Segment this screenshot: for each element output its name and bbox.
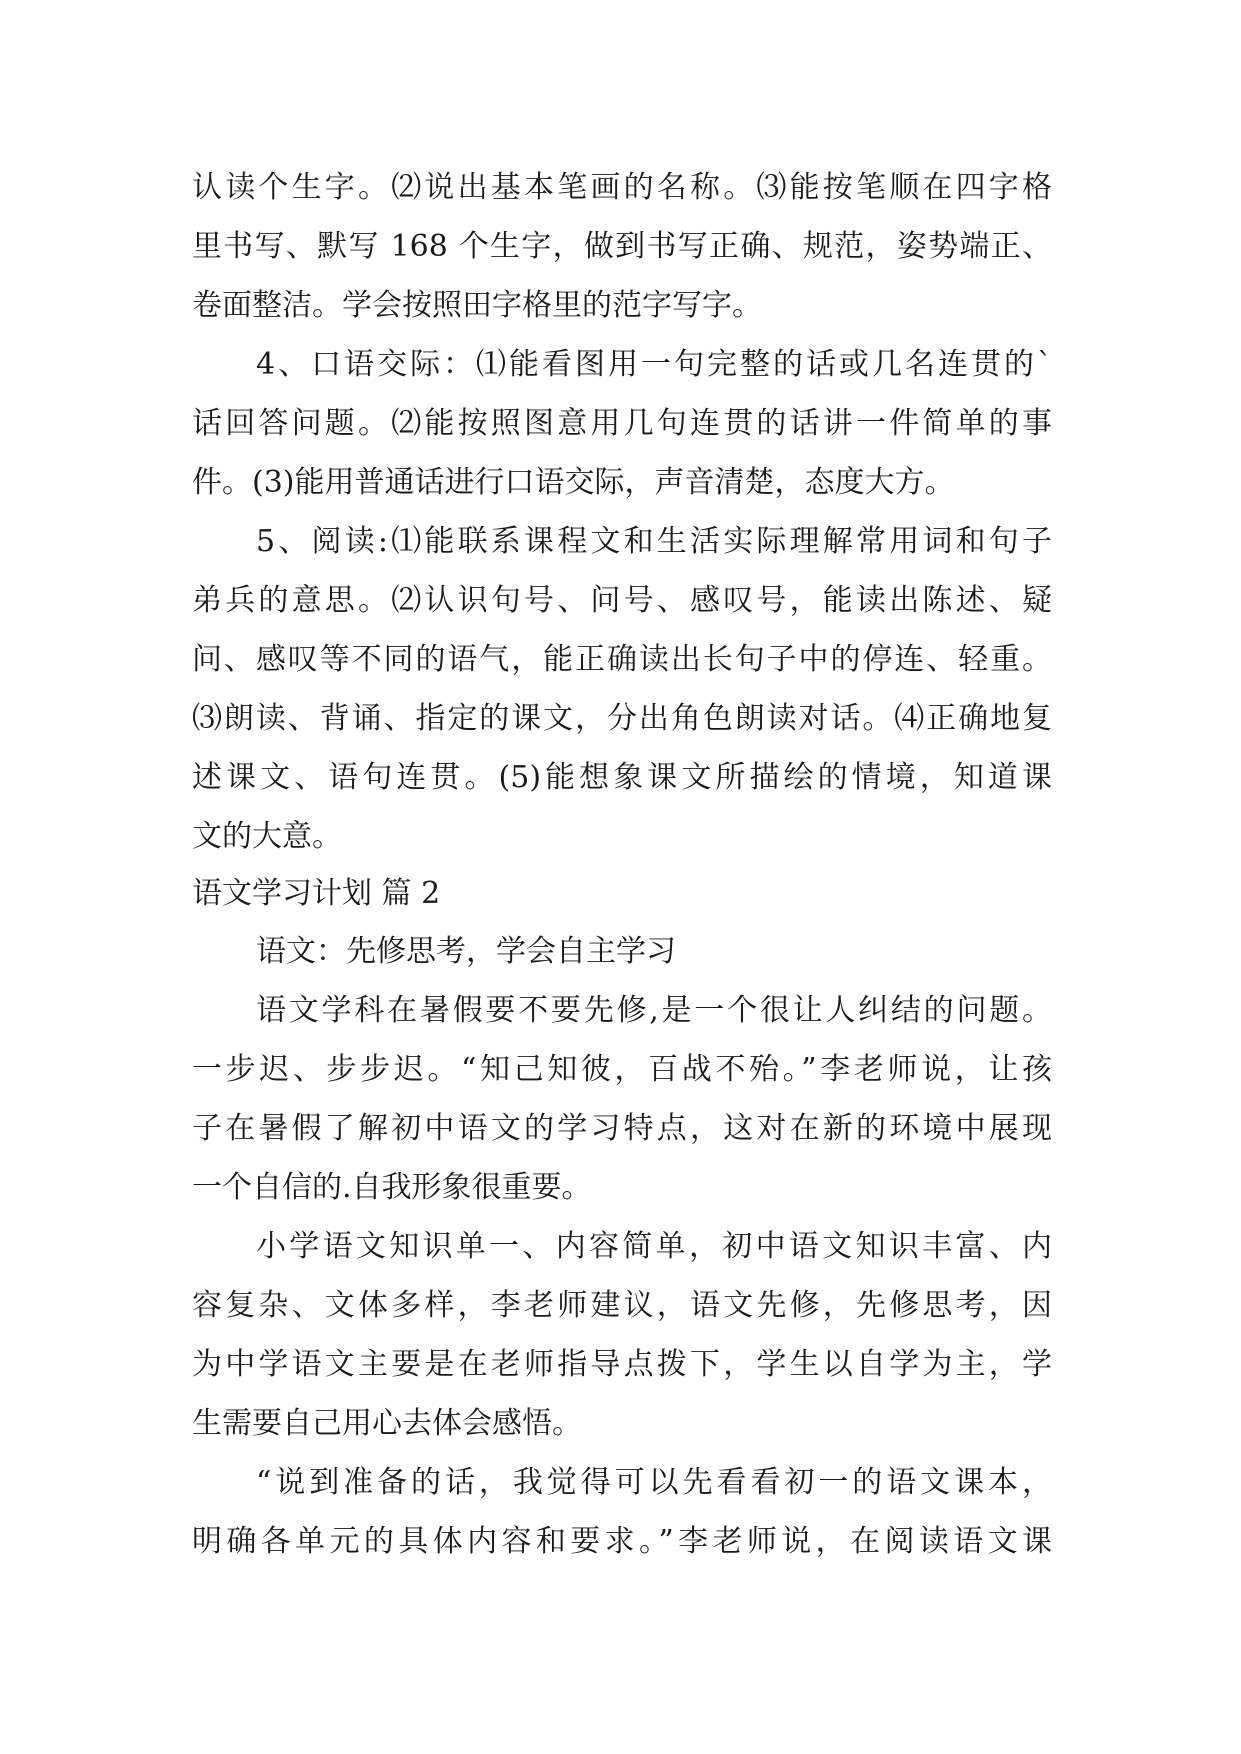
- paragraph-line: 文的大意。: [192, 819, 342, 854]
- paragraph-line: 里书写、默写 168 个生字，做到书写正确、规范，姿势端正、: [192, 229, 1052, 264]
- paragraph-line: 弟兵的意思。⑵认识句号、问号、感叹号，能读出陈述、疑: [192, 583, 1052, 618]
- paragraph-line: “说到准备的话，我觉得可以先看看初一的语文课本，: [256, 1465, 1052, 1500]
- paragraph-line: 语文学科在暑假要不要先修,是一个很让人纠结的问题。: [256, 993, 1052, 1028]
- section-title: 语文学习计划 篇 2: [192, 876, 441, 911]
- paragraph-line: 为中学语文主要是在老师指导点拨下，学生以自学为主，学: [192, 1347, 1052, 1382]
- paragraph-line: 一个自信的.自我形象很重要。: [192, 1170, 592, 1205]
- paragraph-line: 话回答问题。⑵能按照图意用几句连贯的话讲一件简单的事: [192, 406, 1052, 441]
- paragraph-line: 述课文、语句连贯。(5)能想象课文所描绘的情境，知道课: [192, 760, 1052, 795]
- paragraph-line: 容复杂、文体多样，李老师建议，语文先修，先修思考，因: [192, 1288, 1052, 1323]
- paragraph-line: 件。(3)能用普通话进行口语交际，声音清楚，态度大方。: [192, 465, 955, 500]
- paragraph-line: 5、阅读:⑴能联系课程文和生活实际理解常用词和句子: [256, 524, 1052, 559]
- paragraph-line: 问、感叹等不同的语气，能正确读出长句子中的停连、轻重。: [192, 642, 1052, 677]
- paragraph-line: ⑶朗读、背诵、指定的课文，分出角色朗读对话。⑷正确地复: [192, 701, 1052, 736]
- paragraph-line: 卷面整洁。学会按照田字格里的范字写字。: [192, 288, 762, 323]
- paragraph-line: 明确各单元的具体内容和要求。”李老师说，在阅读语文课: [192, 1524, 1052, 1559]
- section-subtitle: 语文：先修思考，学会自主学习: [256, 934, 676, 969]
- paragraph-line: 一步迟、步步迟。“知己知彼，百战不殆。”李老师说，让孩: [192, 1052, 1052, 1087]
- paragraph-line: 小学语文知识单一、内容简单，初中语文知识丰富、内: [256, 1229, 1052, 1264]
- paragraph-line: 生需要自己用心去体会感悟。: [192, 1406, 582, 1441]
- document-body: [192, 158, 1052, 1571]
- paragraph-line: 4、口语交际：⑴能看图用一句完整的话或几名连贯的`: [256, 347, 1052, 382]
- paragraph-line: 认读个生字。⑵说出基本笔画的名称。⑶能按笔顺在四字格: [192, 170, 1052, 205]
- paragraph-line: 子在暑假了解初中语文的学习特点，这对在新的环境中展现: [192, 1111, 1052, 1146]
